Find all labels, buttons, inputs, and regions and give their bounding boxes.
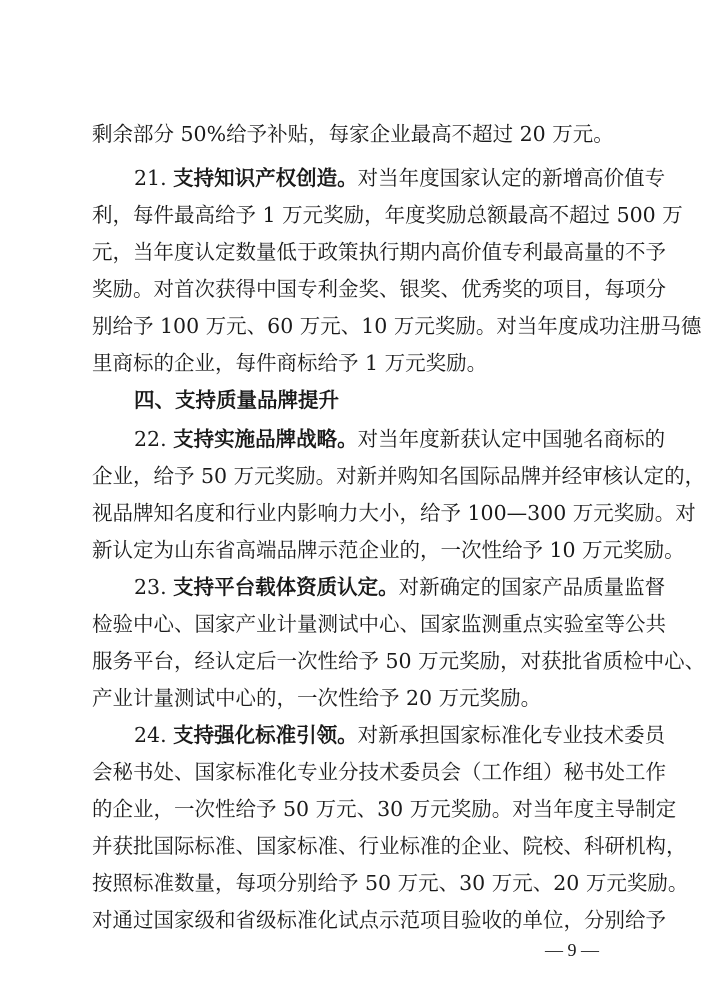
text-line: 产业计量测试中心的，一次性给予 20 万元奖励。 xyxy=(92,686,542,710)
text-line: 元，当年度认定数量低于政策执行期内高价值专利最高量的不予 xyxy=(92,240,666,264)
item-heading: 支持知识产权创造。 xyxy=(173,166,358,190)
text-line: 视品牌知名度和行业内影响力大小，给予 100—300 万元奖励。对 xyxy=(92,501,696,525)
item-heading: 支持实施品牌战略。 xyxy=(173,427,358,451)
text-line: 对通过国家级和省级标准化试点示范项目验收的单位，分别给予 xyxy=(92,908,666,932)
item-text: 对当年度新获认定中国驰名商标的 xyxy=(357,427,666,451)
paragraph-23-first-line xyxy=(134,570,666,604)
paragraph-21-first-line xyxy=(134,161,666,195)
item-text: 对当年度国家认定的新增高价值专 xyxy=(357,166,666,190)
item-number: 24. xyxy=(134,723,174,747)
item-text: 对新承担国家标准化专业技术委员 xyxy=(357,723,666,747)
text-line: 奖励。对首次获得中国专利金奖、银奖、优秀奖的项目，每项分 xyxy=(92,277,666,301)
text-line: 检验中心、国家产业计量测试中心、国家监测重点实验室等公共 xyxy=(92,612,666,636)
paragraph-22-first-line xyxy=(134,422,666,456)
item-number: 22. xyxy=(134,427,174,451)
text-line: 里商标的企业，每件商标给予 1 万元奖励。 xyxy=(92,351,488,375)
item-number: 21. xyxy=(134,166,174,190)
item-text: 对新确定的国家产品质量监督 xyxy=(398,575,666,599)
item-heading: 支持强化标准引领。 xyxy=(173,723,358,747)
item-number: 23. xyxy=(134,575,174,599)
item-heading: 支持平台载体资质认定。 xyxy=(173,575,399,599)
text-line: 会秘书处、国家标准化专业分技术委员会（工作组）秘书处工作 xyxy=(92,760,666,784)
text-line: 企业，给予 50 万元奖励。对新并购知名国际品牌并经审核认定的， xyxy=(92,464,706,488)
paragraph-24-first-line xyxy=(134,718,666,752)
text-line: 的企业，一次性给予 50 万元、30 万元奖励。对当年度主导制定 xyxy=(92,797,677,821)
text-line: 别给予 100 万元、60 万元、10 万元奖励。对当年度成功注册马德 xyxy=(92,314,702,338)
text-line: 剩余部分 50%给予补贴，每家企业最高不超过 20 万元。 xyxy=(92,122,614,146)
text-line: 服务平台，经认定后一次性给予 50 万元奖励，对获批省质检中心、 xyxy=(92,649,706,673)
text-line: 新认定为山东省高端品牌示范企业的，一次性给予 10 万元奖励。 xyxy=(92,538,685,562)
text-line: 利，每件最高给予 1 万元奖励，年度奖励总额最高不超过 500 万 xyxy=(92,203,683,227)
text-line: 按照标准数量，每项分别给予 50 万元、30 万元、20 万元奖励。 xyxy=(92,871,689,895)
text-line: 并获批国际标准、国家标准、行业标准的企业、院校、科研机构， xyxy=(92,834,687,858)
section-heading: 四、支持质量品牌提升 xyxy=(134,388,339,412)
page-number: — 9 — xyxy=(545,940,599,960)
